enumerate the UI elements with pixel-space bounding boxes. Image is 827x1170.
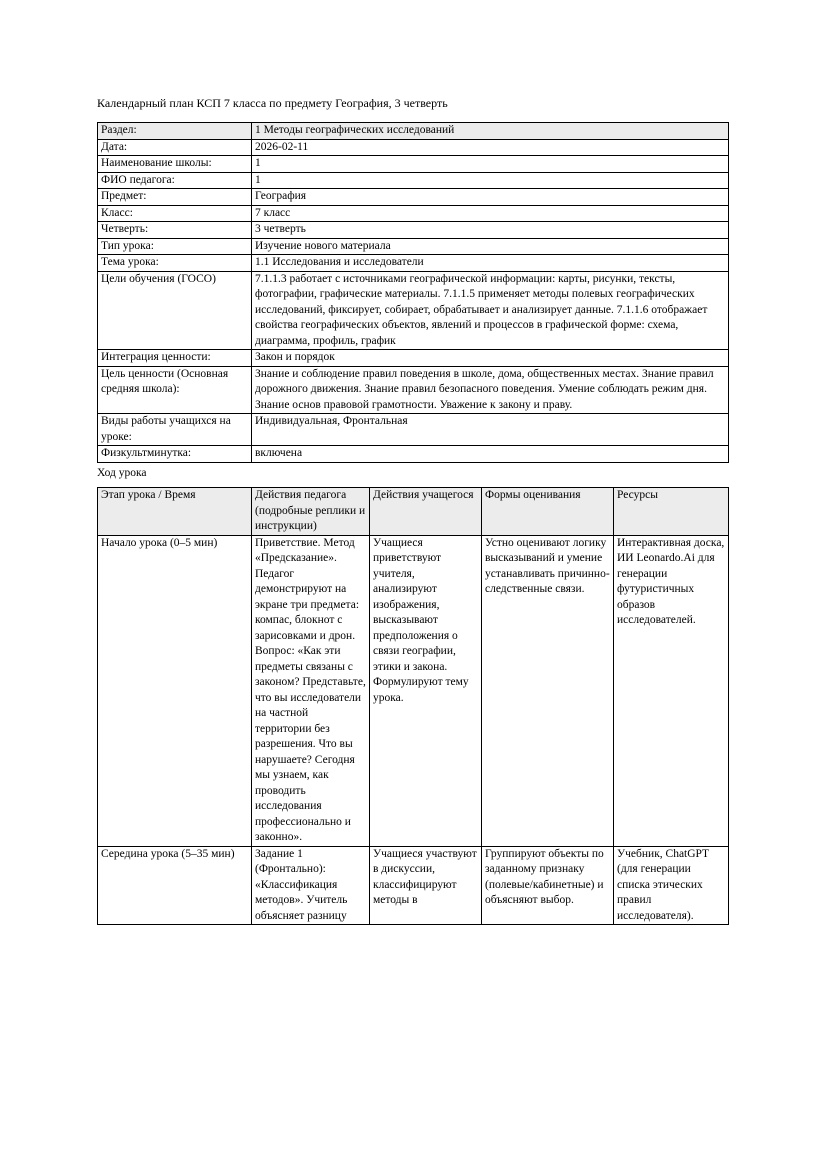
info-label: Наименование школы:	[98, 156, 252, 173]
table-row	[98, 189, 729, 206]
assessment-cell: Устно оценивают логику высказываний и умение устанавливать причинно-следственные связи.	[482, 535, 614, 846]
info-label: Раздел:	[98, 123, 252, 140]
table-row	[98, 535, 729, 846]
info-value: Индивидуальная, Фронтальная	[252, 414, 729, 446]
info-value: 1.1 Исследования и исследователи	[252, 255, 729, 272]
info-value: включена	[252, 446, 729, 463]
info-value: Закон и порядок	[252, 350, 729, 367]
info-value: 1	[252, 156, 729, 173]
info-value: 1 Методы географических исследований	[252, 123, 729, 140]
info-label: Виды работы учащихся на уроке:	[98, 414, 252, 446]
resources-cell: Учебник, ChatGPT (для генерации списка этических правил исследователя).	[614, 846, 729, 925]
assessment-cell: Группируют объекты по заданному признаку (полевые/кабинетные) и объясняют выбор.	[482, 846, 614, 925]
info-label: Дата:	[98, 139, 252, 156]
table-row	[98, 172, 729, 189]
column-header-teacher-actions: Действия педагога (подробные реплики и инструкции)	[252, 488, 370, 536]
info-value: 2026-02-11	[252, 139, 729, 156]
info-label: ФИО педагога:	[98, 172, 252, 189]
info-label: Интеграция ценности:	[98, 350, 252, 367]
info-label: Физкультминутка:	[98, 446, 252, 463]
info-label: Предмет:	[98, 189, 252, 206]
info-label: Тема урока:	[98, 255, 252, 272]
info-value: 7 класс	[252, 205, 729, 222]
column-header-stage: Этап урока / Время	[98, 488, 252, 536]
info-value: География	[252, 189, 729, 206]
table-row	[98, 205, 729, 222]
table-row	[98, 414, 729, 446]
table-row	[98, 123, 729, 140]
teacher-actions-cell: Задание 1 (Фронтально): «Классификация методов». Учитель объясняет разницу	[252, 846, 370, 925]
teacher-actions-cell: Приветствие. Метод «Предсказание». Педагог демонстрируют на экране три предмета: компас, блокнот с зарисовками и дрон. Вопрос: «Как эти предметы связаны с законом? Представьте, что вы исследователи на частной территории без разрешения. Что вы нарушаете? Сегодня мы узнаем, как проводить исследования профессионально и законно».	[252, 535, 370, 846]
info-label: Цель ценности (Основная средняя школа):	[98, 366, 252, 414]
table-row	[98, 846, 729, 925]
table-row	[98, 139, 729, 156]
student-actions-cell: Учащиеся приветствуют учителя, анализируют изображения, высказывают предположения о связи географии, этики и закона. Формулируют тему урока.	[370, 535, 482, 846]
table-row	[98, 238, 729, 255]
page-title: Календарный план КСП 7 класса по предмету География, 3 четверть	[97, 96, 448, 110]
column-header-resources: Ресурсы	[614, 488, 729, 536]
section-heading: Ход урока	[97, 466, 147, 479]
table-row	[98, 350, 729, 367]
info-label: Цели обучения (ГОСО)	[98, 271, 252, 350]
resources-cell: Интерактивная доска, ИИ Leonardo.Ai для генерации футуристичных образов исследователей.	[614, 535, 729, 846]
stage-cell: Начало урока (0–5 мин)	[98, 535, 252, 846]
info-value: 7.1.1.3 работает с источниками географической информации: карты, рисунки, тексты, фотографии, графические материалы. 7.1.1.5 применяет методы полевых географических исследований, фиксирует, собирает, обрабатывает и анализирует данные. 7.1.1.6 отображает свойства географических объектов, явлений и процессов в графической форме: схема, диаграмма, профиль, график	[252, 271, 729, 350]
table-row	[98, 255, 729, 272]
student-actions-cell: Учащиеся участвуют в дискуссии, классифицируют методы в	[370, 846, 482, 925]
table-header-row	[98, 488, 729, 536]
lesson-info-table	[97, 122, 729, 463]
table-row	[98, 446, 729, 463]
lesson-flow-table	[97, 487, 729, 925]
info-label: Класс:	[98, 205, 252, 222]
table-row	[98, 222, 729, 239]
info-label: Четверть:	[98, 222, 252, 239]
info-label: Тип урока:	[98, 238, 252, 255]
info-value: 3 четверть	[252, 222, 729, 239]
info-value: Изучение нового материала	[252, 238, 729, 255]
column-header-student-actions: Действия учащегося	[370, 488, 482, 536]
column-header-assessment: Формы оценивания	[482, 488, 614, 536]
info-value: Знание и соблюдение правил поведения в школе, дома, общественных местах. Знание правил дорожного движения. Знание правил безопасного поведения. Умение соблюдать режим дня. Знание основ правовой грамотности. Уважение к закону и праву.	[252, 366, 729, 414]
table-row	[98, 366, 729, 414]
info-value: 1	[252, 172, 729, 189]
table-row	[98, 271, 729, 350]
table-row	[98, 156, 729, 173]
stage-cell: Середина урока (5–35 мин)	[98, 846, 252, 925]
